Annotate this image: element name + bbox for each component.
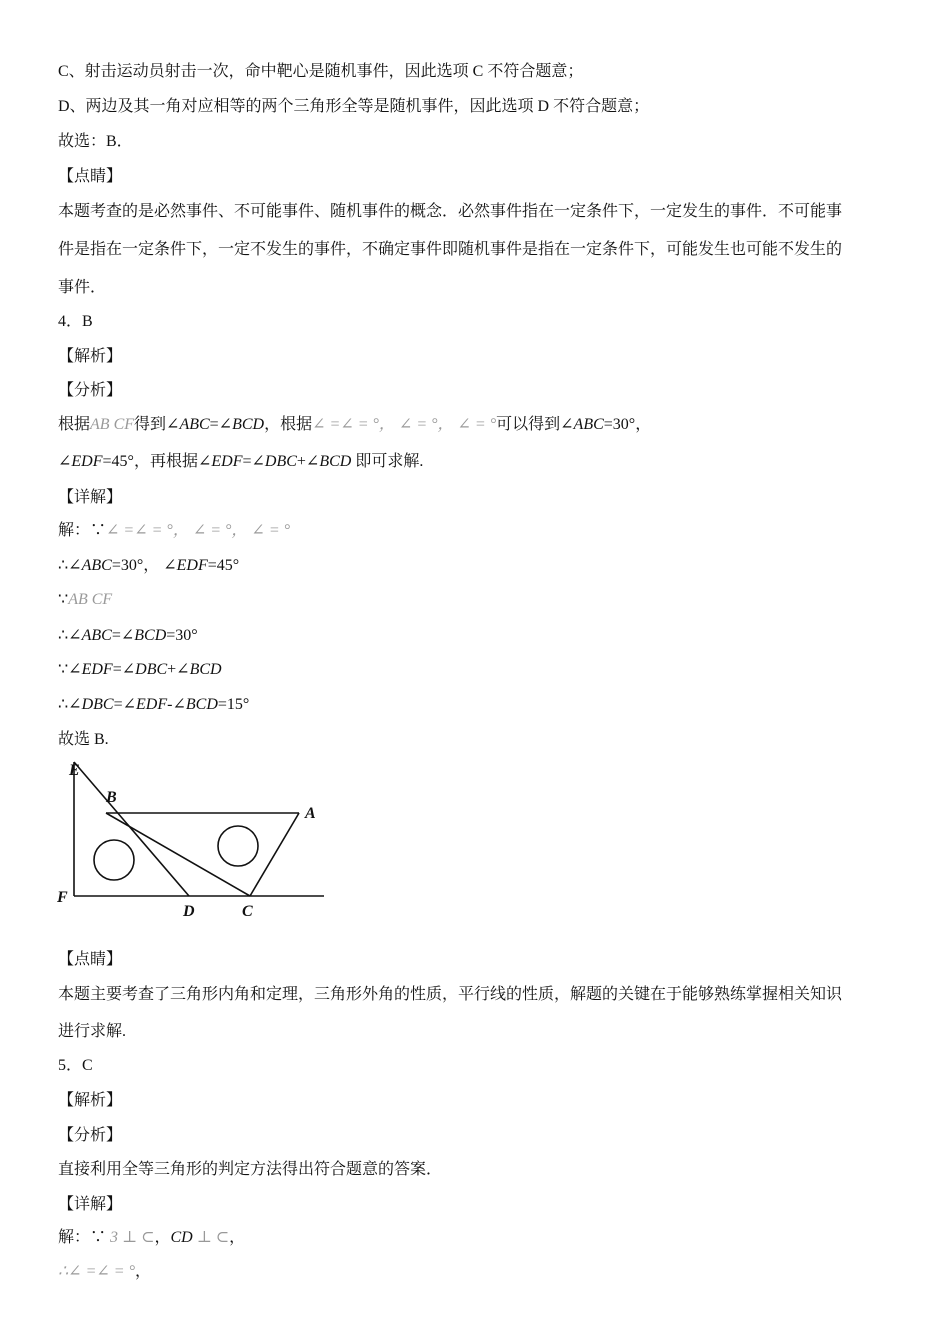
- text-line: 本题主要考查了三角形内角和定理，三角形外角的性质，平行线的性质，解题的关键在于能够熟练掌握相关知识: [58, 986, 843, 1003]
- section-heading: 【详解】: [58, 1196, 123, 1213]
- math-line: 解：∵ 3 ⊥ ⊂，CD ⊥ ⊂，: [58, 1229, 246, 1246]
- text-line: 事件．: [58, 279, 107, 296]
- text-line: 故选：B．: [58, 133, 133, 150]
- math-line: ∴∠ABC=∠BCD=30°: [58, 627, 198, 644]
- question-answer: 5．C: [58, 1057, 93, 1074]
- math-line: 根据AB CF得到∠ABC=∠BCD，根据∠ =∠ = °， ∠ = °， ∠ = °可以得到∠ABC=30°，: [58, 416, 652, 433]
- section-heading: 【点睛】: [58, 951, 123, 968]
- text-line: D、两边及其一角对应相等的两个三角形全等是随机事件，因此选项 D 不符合题意；: [58, 98, 650, 115]
- math-line: ∴∠DBC=∠EDF-∠BCD=15°: [58, 696, 250, 713]
- circle-right: [218, 826, 258, 866]
- text-line: 故选 B.: [58, 731, 109, 748]
- section-heading: 【解析】: [58, 1092, 123, 1109]
- text-line: C、射击运动员射击一次，命中靶心是随机事件，因此选项 C 不符合题意；: [58, 63, 584, 80]
- math-line: ∴∠ABC=30°， ∠EDF=45°: [58, 557, 240, 574]
- segment-AC: [250, 813, 299, 896]
- section-heading: 【点睛】: [58, 168, 123, 185]
- circle-left: [94, 840, 134, 880]
- math-line: ∵AB CF: [58, 591, 113, 608]
- label-B: B: [106, 789, 117, 806]
- label-C: C: [242, 903, 253, 920]
- label-A: A: [305, 805, 316, 822]
- math-line: ∴∠ =∠ = °，: [58, 1263, 152, 1280]
- text-line: 件是指在一定条件下，一定不发生的事件，不确定事件即随机事件是指在一定条件下，可能发生也可能不发生的: [58, 241, 843, 258]
- text-line: 直接利用全等三角形的判定方法得出符合题意的答案．: [58, 1161, 443, 1178]
- question-answer: 4．B: [58, 313, 93, 330]
- text-line: 本题考查的是必然事件、不可能事件、随机事件的概念．必然事件指在一定条件下，一定发生的事件．不可能事: [58, 203, 843, 220]
- label-F: F: [57, 889, 68, 906]
- math-line: ∠EDF=45°，再根据∠EDF=∠DBC+∠BCD 即可求解.: [58, 453, 424, 470]
- segment-ED: [74, 762, 189, 896]
- text-line: 进行求解.: [58, 1023, 127, 1040]
- section-heading: 【解析】: [58, 348, 123, 365]
- math-line: ∵∠EDF=∠DBC+∠BCD: [58, 661, 222, 678]
- label-E: E: [69, 762, 80, 779]
- section-heading: 【详解】: [58, 489, 123, 506]
- label-D: D: [183, 903, 195, 920]
- section-heading: 【分析】: [58, 1127, 123, 1144]
- geometry-figure: [52, 757, 332, 922]
- section-heading: 【分析】: [58, 382, 123, 399]
- math-line: 解：∵∠ =∠ = °， ∠ = °， ∠ = °: [58, 522, 291, 539]
